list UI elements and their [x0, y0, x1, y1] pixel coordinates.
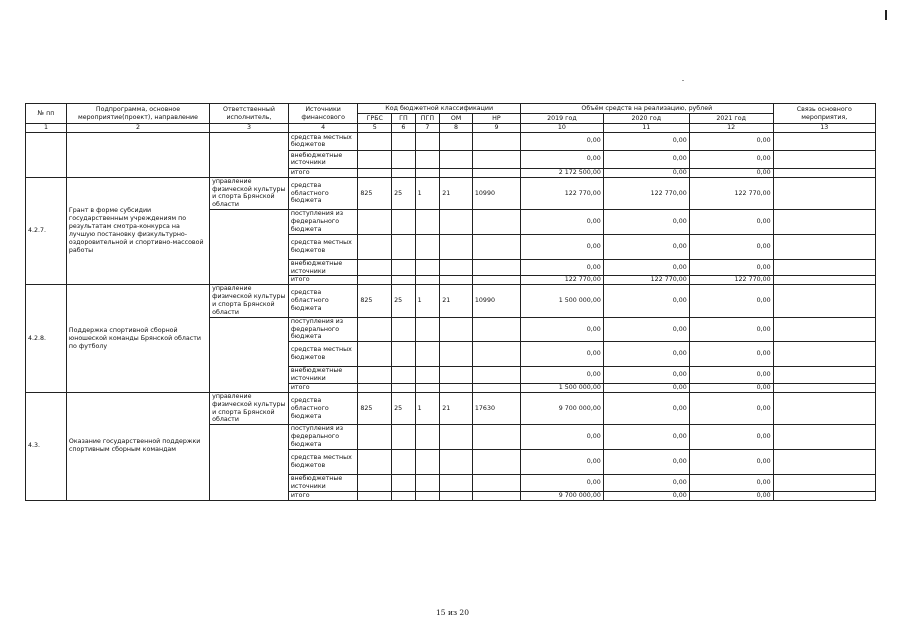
page-edge-mark [885, 10, 887, 20]
source-cell: средства областного бюджета [288, 392, 358, 424]
measure-number: 4.2.8. [26, 285, 67, 393]
header-code-pgp: ПГП [415, 114, 440, 124]
code-cell [440, 491, 473, 500]
amount-cell: 9 700 000,00 [520, 392, 603, 424]
code-cell [392, 367, 416, 384]
executor-name: управление физической культуры и спорта Брянской области [210, 285, 289, 317]
amount-cell: 0,00 [689, 285, 773, 317]
code-cell [415, 425, 440, 450]
link-cell [773, 425, 875, 450]
executor-cell-empty [210, 425, 289, 500]
source-cell: поступления из федерального бюджета [288, 425, 358, 450]
code-cell [472, 367, 520, 384]
source-cell: средства местных бюджетов [288, 342, 358, 367]
code-cell [415, 367, 440, 384]
amount-cell: 0,00 [603, 259, 689, 276]
source-cell: поступления из федерального бюджета [288, 210, 358, 235]
link-cell [773, 474, 875, 491]
header-year-2020: 2020 год [603, 114, 689, 124]
measure-name: Оказание государственной поддержки спортивным сборным командам [66, 392, 209, 500]
code-cell [472, 150, 520, 168]
header-year-2021: 2021 год [689, 114, 773, 124]
amount-cell: 0,00 [520, 259, 603, 276]
amount-cell: 0,00 [689, 132, 773, 150]
code-cell [440, 210, 473, 235]
code-cell [472, 384, 520, 393]
grbs-code: 825 [358, 285, 392, 317]
header-link: Связь основного мероприятия, [773, 104, 875, 124]
link-cell [773, 177, 875, 209]
source-cell: итого [288, 276, 358, 285]
col-number: 11 [603, 124, 689, 133]
amount-cell: 0,00 [689, 234, 773, 259]
amount-cell: 0,00 [520, 425, 603, 450]
amount-cell: 0,00 [520, 367, 603, 384]
grbs-code: 825 [358, 392, 392, 424]
code-cell [392, 342, 416, 367]
page-number: 15 из 20 [436, 608, 469, 617]
amount-cell: 0,00 [689, 392, 773, 424]
code-cell [440, 384, 473, 393]
amount-cell: 0,00 [603, 474, 689, 491]
executor-cell-empty [210, 317, 289, 392]
nr-code: 10990 [472, 177, 520, 209]
code-cell [358, 210, 392, 235]
source-cell: итого [288, 384, 358, 393]
amount-cell: 1 500 000,00 [520, 384, 603, 393]
amount-cell: 0,00 [603, 392, 689, 424]
link-cell [773, 367, 875, 384]
code-cell [440, 168, 473, 177]
code-cell [392, 132, 416, 150]
link-cell [773, 150, 875, 168]
code-cell [472, 168, 520, 177]
header-program: Подпрограмма, основное мероприятие(проект), направление [66, 104, 209, 124]
amount-cell: 0,00 [603, 234, 689, 259]
source-cell: средства областного бюджета [288, 285, 358, 317]
amount-cell: 0,00 [603, 425, 689, 450]
code-cell [415, 210, 440, 235]
source-cell: поступления из федерального бюджета [288, 317, 358, 342]
amount-cell: 0,00 [603, 210, 689, 235]
code-cell [358, 132, 392, 150]
table-row [26, 177, 876, 209]
code-cell [415, 491, 440, 500]
amount-cell: 0,00 [520, 342, 603, 367]
header-num: № пп [26, 104, 67, 124]
source-cell: внебюджетные источники [288, 474, 358, 491]
pgp-code: 1 [415, 285, 440, 317]
code-cell [472, 425, 520, 450]
amount-cell: 0,00 [689, 210, 773, 235]
amount-cell: 0,00 [603, 367, 689, 384]
code-cell [358, 276, 392, 285]
header-sources: Источники финансового [288, 104, 358, 124]
column-numbers-row [26, 124, 876, 133]
code-cell [358, 491, 392, 500]
amount-cell: 0,00 [689, 449, 773, 474]
amount-cell: 122 770,00 [520, 177, 603, 209]
link-cell [773, 285, 875, 317]
col-number: 5 [358, 124, 392, 133]
code-cell [440, 317, 473, 342]
code-cell [440, 234, 473, 259]
amount-cell: 0,00 [603, 342, 689, 367]
table-header [26, 104, 876, 133]
amount-cell: 9 700 000,00 [520, 491, 603, 500]
source-cell: средства местных бюджетов [288, 449, 358, 474]
link-cell [773, 491, 875, 500]
code-cell [472, 210, 520, 235]
amount-cell: 122 770,00 [689, 177, 773, 209]
code-cell [392, 384, 416, 393]
code-cell [472, 276, 520, 285]
code-cell [440, 425, 473, 450]
code-cell [415, 259, 440, 276]
source-cell: внебюджетные источники [288, 150, 358, 168]
code-cell [415, 168, 440, 177]
header-code-group: Код бюджетной классификации [358, 104, 521, 114]
code-cell [358, 150, 392, 168]
code-cell [472, 342, 520, 367]
gp-code: 25 [392, 177, 416, 209]
pgp-code: 1 [415, 392, 440, 424]
code-cell [415, 132, 440, 150]
code-cell [358, 425, 392, 450]
header-code-om: ОМ [440, 114, 473, 124]
scan-speck [682, 80, 684, 81]
link-cell [773, 210, 875, 235]
amount-cell: 122 770,00 [603, 177, 689, 209]
code-cell [415, 150, 440, 168]
col-number: 1 [26, 124, 67, 133]
code-cell [472, 132, 520, 150]
code-cell [415, 317, 440, 342]
code-cell [392, 168, 416, 177]
om-code: 21 [440, 285, 473, 317]
code-cell [472, 474, 520, 491]
link-cell [773, 317, 875, 342]
amount-cell: 0,00 [603, 449, 689, 474]
code-cell [472, 259, 520, 276]
code-cell [358, 168, 392, 177]
header-volume-group: Объём средств на реализацию, рублей [520, 104, 773, 114]
amount-cell: 1 500 000,00 [520, 285, 603, 317]
amount-cell: 122 770,00 [603, 276, 689, 285]
code-cell [392, 491, 416, 500]
measure-number: 4.2.7. [26, 177, 67, 285]
header-code-nr: НР [472, 114, 520, 124]
col-number: 6 [392, 124, 416, 133]
amount-cell: 0,00 [520, 234, 603, 259]
header-executor: Ответственный исполнитель, [210, 104, 289, 124]
amount-cell: 0,00 [520, 449, 603, 474]
amount-cell: 0,00 [689, 342, 773, 367]
amount-cell: 122 770,00 [520, 276, 603, 285]
table-row [26, 285, 876, 317]
code-cell [392, 425, 416, 450]
amount-cell: 0,00 [689, 168, 773, 177]
header-year-2019: 2019 год [520, 114, 603, 124]
link-cell [773, 132, 875, 150]
om-code: 21 [440, 177, 473, 209]
source-cell: итого [288, 168, 358, 177]
link-cell [773, 384, 875, 393]
om-code: 21 [440, 392, 473, 424]
link-cell [773, 342, 875, 367]
budget-table [25, 103, 876, 501]
num-cell [26, 132, 67, 177]
amount-cell: 0,00 [689, 259, 773, 276]
header-code-gp: ГП [392, 114, 416, 124]
col-number: 2 [66, 124, 209, 133]
amount-cell: 0,00 [603, 384, 689, 393]
nr-code: 10990 [472, 285, 520, 317]
code-cell [358, 449, 392, 474]
amount-cell: 122 770,00 [689, 276, 773, 285]
amount-cell: 0,00 [603, 150, 689, 168]
code-cell [358, 259, 392, 276]
code-cell [472, 491, 520, 500]
col-number: 8 [440, 124, 473, 133]
link-cell [773, 392, 875, 424]
code-cell [415, 384, 440, 393]
code-cell [358, 474, 392, 491]
code-cell [392, 276, 416, 285]
amount-cell: 0,00 [689, 317, 773, 342]
table-row [26, 392, 876, 424]
amount-cell: 0,00 [603, 285, 689, 317]
link-cell [773, 259, 875, 276]
code-cell [415, 234, 440, 259]
measure-name: Грант в форме субсидии государственным учреждениям по результатам смотра-конкурса на лучшую постановку физкультурно-оздоровительной и спортивно-массовой работы [66, 177, 209, 285]
link-cell [773, 234, 875, 259]
code-cell [472, 317, 520, 342]
code-cell [392, 449, 416, 474]
col-number: 13 [773, 124, 875, 133]
col-number: 12 [689, 124, 773, 133]
col-number: 4 [288, 124, 358, 133]
code-cell [358, 234, 392, 259]
code-cell [440, 449, 473, 474]
name-cell [66, 132, 209, 177]
amount-cell: 0,00 [603, 491, 689, 500]
amount-cell: 0,00 [603, 132, 689, 150]
code-cell [358, 317, 392, 342]
col-number: 10 [520, 124, 603, 133]
col-number: 9 [472, 124, 520, 133]
code-cell [392, 317, 416, 342]
amount-cell: 0,00 [520, 150, 603, 168]
table-row [26, 132, 876, 150]
code-cell [472, 234, 520, 259]
col-number: 7 [415, 124, 440, 133]
measure-name: Поддержка спортивной сборной юношеской команды Брянской области по футболу [66, 285, 209, 393]
code-cell [392, 210, 416, 235]
amount-cell: 0,00 [520, 474, 603, 491]
source-cell: внебюджетные источники [288, 259, 358, 276]
code-cell [440, 132, 473, 150]
code-cell [415, 342, 440, 367]
amount-cell: 0,00 [603, 168, 689, 177]
amount-cell: 0,00 [689, 474, 773, 491]
gp-code: 25 [392, 285, 416, 317]
amount-cell: 0,00 [689, 491, 773, 500]
col-number: 3 [210, 124, 289, 133]
executor-cell-empty [210, 210, 289, 285]
code-cell [358, 384, 392, 393]
code-cell [358, 367, 392, 384]
code-cell [392, 150, 416, 168]
link-cell [773, 449, 875, 474]
executor-name: управление физической культуры и спорта Брянской области [210, 392, 289, 424]
code-cell [440, 150, 473, 168]
code-cell [472, 449, 520, 474]
executor-name: управление физической культуры и спорта Брянской области [210, 177, 289, 209]
amount-cell: 0,00 [689, 367, 773, 384]
source-cell: средства местных бюджетов [288, 132, 358, 150]
code-cell [358, 342, 392, 367]
amount-cell: 0,00 [520, 210, 603, 235]
source-cell: средства местных бюджетов [288, 234, 358, 259]
code-cell [415, 449, 440, 474]
link-cell [773, 168, 875, 177]
code-cell [392, 259, 416, 276]
code-cell [392, 474, 416, 491]
header-code-grbs: ГРБС [358, 114, 392, 124]
source-cell: итого [288, 491, 358, 500]
link-cell [773, 276, 875, 285]
amount-cell: 0,00 [689, 150, 773, 168]
source-cell: средства областного бюджета [288, 177, 358, 209]
code-cell [440, 276, 473, 285]
code-cell [415, 474, 440, 491]
table-body [26, 132, 876, 500]
measure-number: 4.3. [26, 392, 67, 500]
pgp-code: 1 [415, 177, 440, 209]
amount-cell: 0,00 [689, 425, 773, 450]
code-cell [440, 342, 473, 367]
gp-code: 25 [392, 392, 416, 424]
amount-cell: 0,00 [520, 132, 603, 150]
code-cell [415, 276, 440, 285]
source-cell: внебюджетные источники [288, 367, 358, 384]
nr-code: 17630 [472, 392, 520, 424]
code-cell [392, 234, 416, 259]
amount-cell: 2 172 500,00 [520, 168, 603, 177]
amount-cell: 0,00 [689, 384, 773, 393]
executor-cell [210, 132, 289, 177]
code-cell [440, 367, 473, 384]
code-cell [440, 474, 473, 491]
amount-cell: 0,00 [603, 317, 689, 342]
grbs-code: 825 [358, 177, 392, 209]
amount-cell: 0,00 [520, 317, 603, 342]
code-cell [440, 259, 473, 276]
